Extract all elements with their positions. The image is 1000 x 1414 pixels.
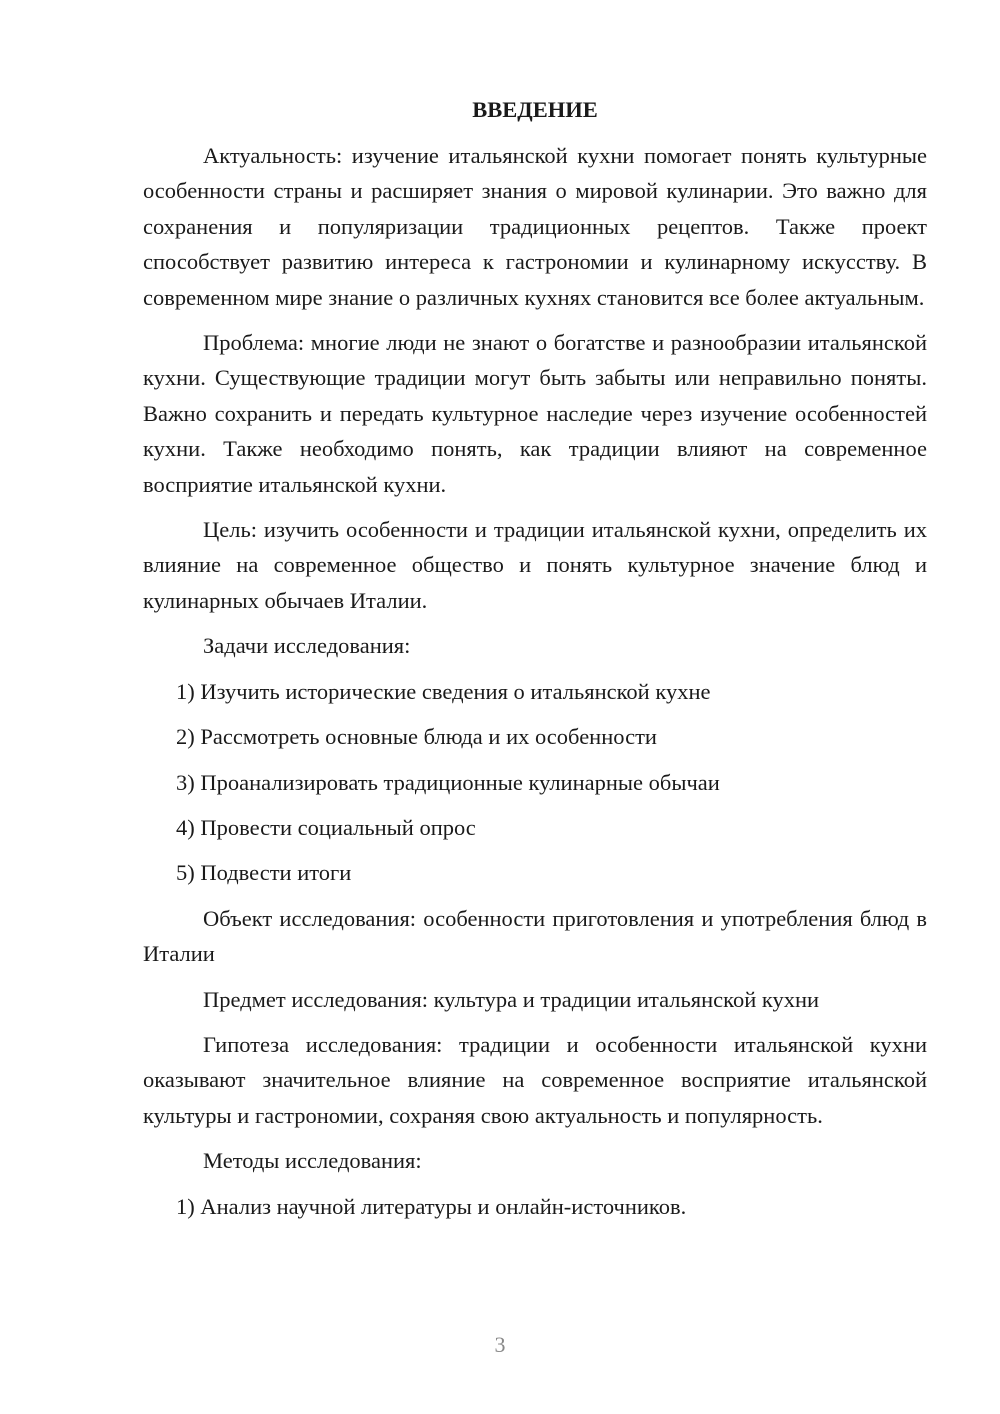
section-title: ВВЕДЕНИЕ bbox=[472, 97, 598, 122]
problem-paragraph: Проблема: многие люди не знают о богатстве и разнообразии итальянской кухни. Существующие традиции могут быть забыты или неправильно поняты. Важно сохранить и передать культурное наследие через изучение особенностей кухни. Также необходимо понять, как традиции влияют на современное восприятие итальянской кухни. bbox=[143, 330, 927, 497]
task-item-5: 5) Подвести итоги bbox=[176, 860, 352, 886]
method-item-1: 1) Анализ научной литературы и онлайн-источников. bbox=[176, 1193, 687, 1219]
subject-paragraph: Предмет исследования: культура и традиции итальянской кухни bbox=[203, 986, 820, 1012]
relevance-paragraph: Актуальность: изучение итальянской кухни помогает понять культурные особенности страны и расширяет знания о мировой кулинарии. Это важно для сохранения и популяризации традиционных рецептов. Также проект способствует развитию интереса к гастрономии и кулинарному искусству. В современном мире знание о различных кухнях становится все более актуальным. bbox=[143, 143, 927, 310]
task-item-3: 3) Проанализировать традиционные кулинарные обычаи bbox=[176, 769, 720, 795]
task-item-4: 4) Провести социальный опрос bbox=[176, 814, 476, 840]
task-item-1: 1) Изучить исторические сведения о итальянской кухне bbox=[176, 678, 711, 704]
hypothesis-paragraph: Гипотеза исследования: традиции и особенности итальянской кухни оказывают значительное влияние на современное восприятие итальянской культуры и гастрономии, сохраняя свою актуальность и популярность. bbox=[143, 1031, 927, 1128]
object-paragraph: Объект исследования: особенности приготовления и употребления блюд в Италии bbox=[143, 905, 927, 967]
page-content bbox=[143, 92, 927, 1234]
page-number: 3 bbox=[494, 1332, 506, 1357]
tasks-heading: Задачи исследования: bbox=[203, 633, 411, 659]
goal-paragraph: Цель: изучить особенности и традиции итальянской кухни, определить их влияние на современное общество и понять культурное значение блюд и кулинарных обычаев Италии. bbox=[143, 517, 927, 613]
task-item-2: 2) Рассмотреть основные блюда и их особенности bbox=[176, 724, 657, 750]
methods-heading: Методы исследования: bbox=[203, 1148, 422, 1174]
